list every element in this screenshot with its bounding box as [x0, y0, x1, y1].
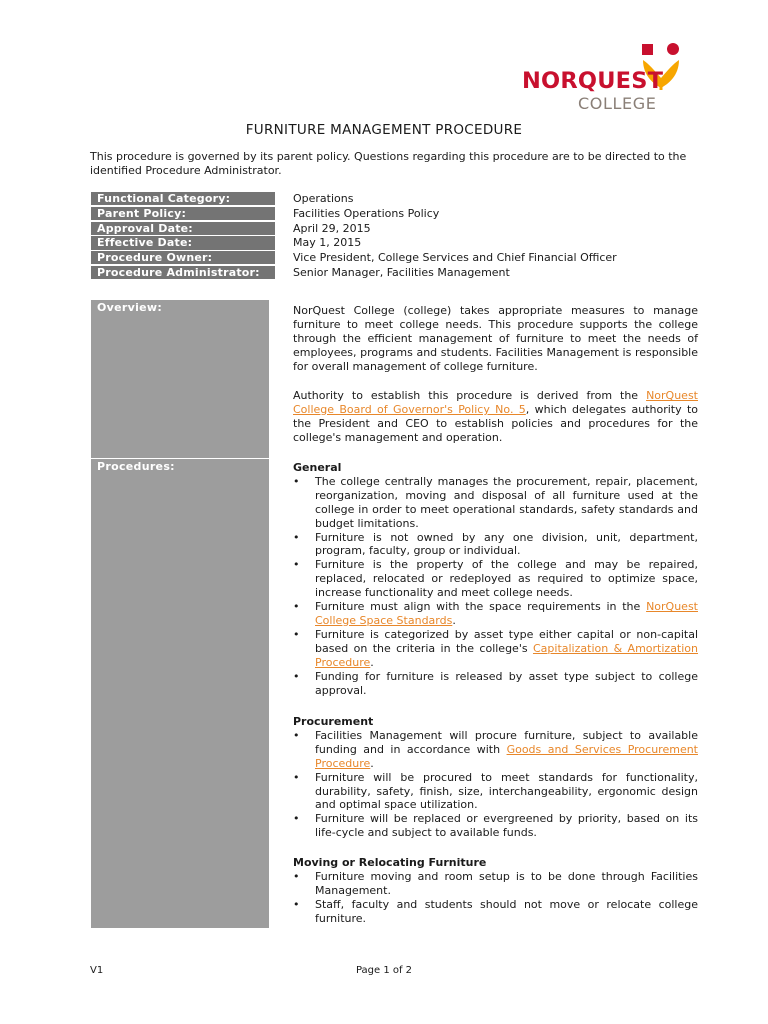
procurement-procedure-link[interactable]: Goods and Services Procurement Procedure	[315, 742, 698, 770]
list-item-text-end: .	[370, 655, 374, 669]
meta-row-procedure-administrator	[91, 266, 711, 281]
meta-row-effective-date	[91, 236, 711, 251]
list-item	[293, 729, 698, 771]
list-item-text: Furniture will be procured to meet standards for functionality, durability, safety, finish, size, interchangeability, ergonomic design and optimal space utilization.	[315, 770, 698, 812]
bullet-marker: •	[293, 558, 300, 572]
logo-subtitle: COLLEGE	[578, 94, 657, 113]
meta-row-procedure-owner	[91, 251, 711, 266]
list-item-text: Furniture is the property of the college and may be repaired, replaced, relocated or redeployed as required to optimize space, increase functionality and meet college needs.	[315, 558, 698, 600]
bullet-marker: •	[293, 869, 300, 883]
capitalization-procedure-link[interactable]: Capitalization & Amortization Procedure	[315, 641, 699, 669]
bullet-marker: •	[293, 812, 300, 826]
list-item	[293, 558, 698, 600]
list-item-text-end: .	[452, 613, 456, 627]
meta-row-approval-date	[91, 222, 711, 237]
meta-label: Procedure Administrator:	[91, 266, 275, 279]
procedure-metadata-table	[91, 192, 711, 281]
meta-row-functional-category	[91, 192, 711, 207]
procurement-heading: Procurement	[293, 715, 374, 728]
bullet-marker: •	[293, 530, 300, 544]
general-bullet-list	[293, 475, 698, 698]
list-item	[293, 475, 698, 531]
meta-row-parent-policy	[91, 207, 711, 222]
bullet-marker: •	[293, 600, 300, 614]
overview-label-text: Overview:	[97, 301, 163, 314]
list-item-text: Facilities Management will procure furniture, subject to available funding and in accordance with	[315, 728, 698, 756]
space-standards-link[interactable]: NorQuest College Space Standards	[315, 600, 698, 627]
footer-version: V1	[90, 965, 104, 976]
meta-label: Effective Date:	[91, 236, 275, 249]
meta-label: Parent Policy:	[91, 207, 275, 220]
bullet-marker: •	[293, 770, 300, 784]
norquest-logo	[520, 40, 680, 115]
list-item-text: Furniture is categorized by asset type either capital or non-capital based on the criteria in the college's	[315, 627, 698, 655]
bullet-marker: •	[293, 897, 300, 911]
list-item-text-end: .	[370, 756, 374, 770]
meta-value: April 29, 2015	[293, 221, 371, 235]
logo-wordmark: NORQUEST	[522, 68, 664, 94]
list-item	[293, 812, 698, 840]
meta-label: Approval Date:	[91, 222, 275, 235]
overview-p2-text-end: , which delegates authority to the President and CEO to establish policies and procedures for the college's management and operation.	[293, 402, 698, 444]
meta-label: Functional Category:	[91, 192, 275, 205]
overview-p2-text: Authority to establish this procedure is derived from the	[293, 389, 647, 402]
intro-paragraph: This procedure is governed by its parent policy. Questions regarding this procedure are to be directed to the identified Procedure Administrator.	[90, 150, 687, 177]
overview-paragraph-1: NorQuest College (college) takes appropriate measures to manage furniture to meet college needs. This procedure supports the college through the efficient management of furniture to meet the needs of employees, programs and students. Facilities Management is responsible for overall management of college furniture.	[293, 304, 698, 373]
list-item	[293, 531, 698, 559]
list-item-text: Furniture is not owned by any one division, unit, department, program, faculty, group or individual.	[315, 530, 698, 558]
meta-value: Vice President, College Services and Chief Financial Officer	[293, 251, 617, 265]
meta-label: Procedure Owner:	[91, 251, 275, 264]
list-item-text: Staff, faculty and students should not move or relocate college furniture.	[315, 897, 698, 925]
list-item	[293, 898, 698, 926]
general-heading: General	[293, 461, 342, 474]
procurement-section	[293, 715, 698, 840]
procedures-label-text: Procedures:	[97, 460, 175, 473]
list-item	[293, 670, 698, 698]
meta-value: Facilities Operations Policy	[293, 206, 440, 220]
list-item-text: The college centrally manages the procurement, repair, placement, reorganization, moving and disposal of all furniture used at the college in order to meet operational standards, safety standards and budget limitations.	[315, 474, 698, 530]
general-section	[293, 461, 698, 697]
footer-page-number: Page 1 of 2	[355, 965, 413, 976]
procurement-bullet-list	[293, 729, 698, 840]
bullet-marker: •	[293, 728, 300, 742]
list-item	[293, 628, 698, 670]
board-policy-link[interactable]: NorQuest College Board of Governor's Policy No. 5	[293, 389, 698, 416]
procedures-section-label	[91, 459, 269, 928]
moving-section	[293, 856, 698, 926]
bullet-marker: •	[293, 627, 300, 641]
list-item-text: Furniture must align with the space requirements in the	[315, 600, 647, 614]
list-item	[293, 771, 698, 813]
moving-bullet-list	[293, 870, 698, 926]
meta-value: Operations	[293, 192, 354, 205]
bullet-marker: •	[293, 474, 300, 488]
moving-heading: Moving or Relocating Furniture	[293, 856, 487, 869]
list-item-text: Furniture moving and room setup is to be done through Facilities Management.	[315, 869, 698, 897]
document-title: FURNITURE MANAGEMENT PROCEDURE	[245, 122, 523, 138]
list-item	[293, 600, 698, 628]
meta-value: Senior Manager, Facilities Management	[293, 265, 510, 279]
list-item	[293, 870, 698, 898]
overview-paragraph-2	[293, 389, 698, 445]
meta-value: May 1, 2015	[293, 236, 362, 250]
list-item-text: Furniture will be replaced or evergreened by priority, based on its life-cycle and subject to available funds.	[315, 812, 698, 840]
list-item-text: Funding for furniture is released by asset type subject to college approval.	[315, 669, 698, 697]
overview-section-label	[91, 300, 269, 458]
bullet-marker: •	[293, 669, 300, 683]
